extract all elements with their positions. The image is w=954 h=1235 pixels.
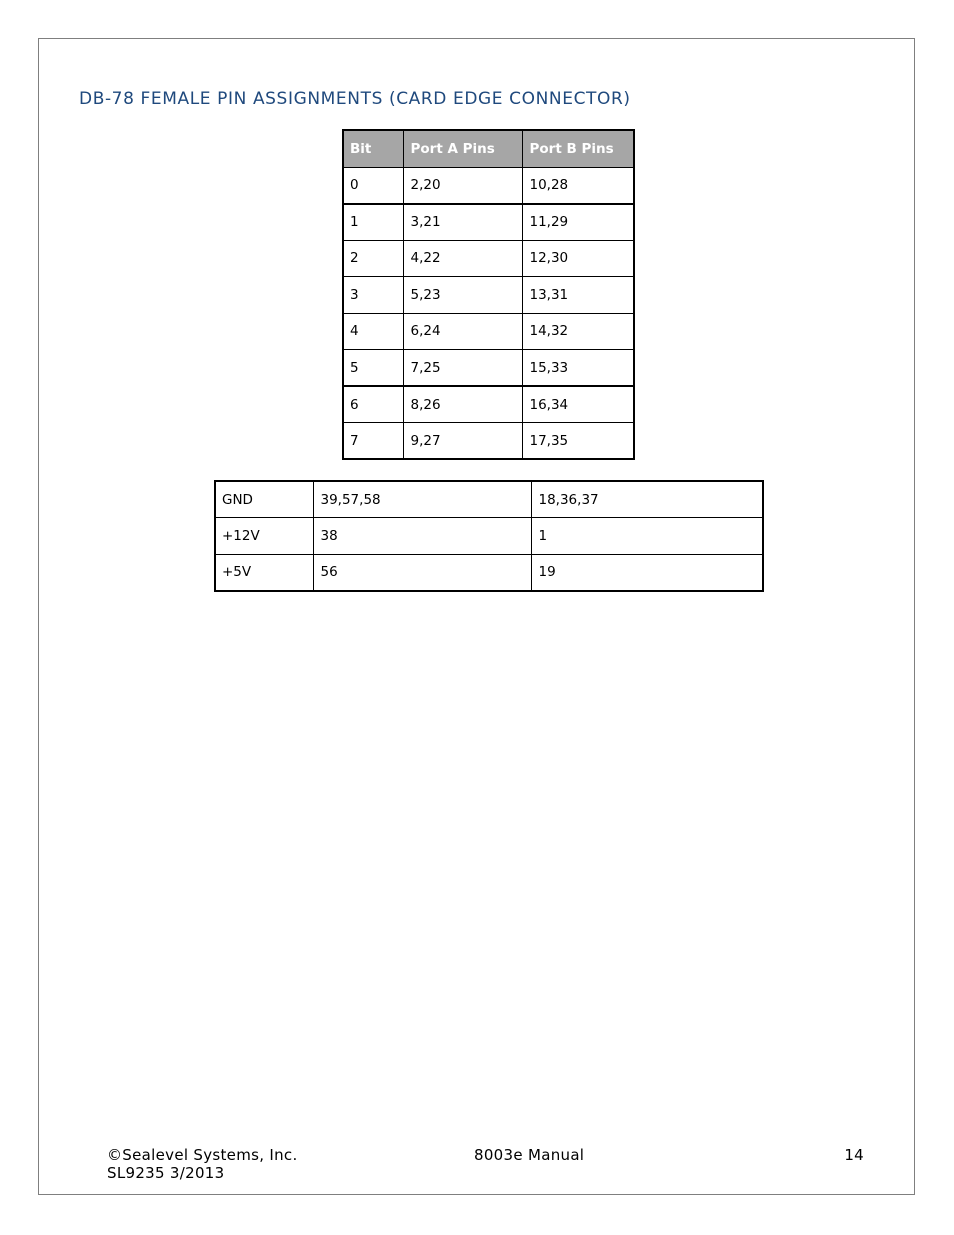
port-a-cell: 5,23 [403, 277, 522, 314]
pin-assignment-table [342, 129, 635, 460]
table-row [215, 554, 763, 591]
table-row [343, 167, 634, 204]
port-a-cell: 6,24 [403, 313, 522, 350]
port-b-cell: 14,32 [522, 313, 634, 350]
signal-cell: +5V [215, 554, 313, 591]
bit-cell: 2 [343, 240, 403, 277]
header-port-a-pins: Port A Pins [403, 130, 522, 167]
bit-cell: 6 [343, 386, 403, 423]
table-row [343, 204, 634, 241]
footer-copyright: ©Sealevel Systems, Inc. [107, 1146, 298, 1164]
port-a-cell: 38 [313, 518, 531, 555]
port-b-cell: 11,29 [522, 204, 634, 241]
header-bit: Bit [343, 130, 403, 167]
bit-cell: 1 [343, 204, 403, 241]
table-row [343, 240, 634, 277]
port-b-cell: 1 [531, 518, 763, 555]
table-row [215, 518, 763, 555]
header-port-b-pins: Port B Pins [522, 130, 634, 167]
port-a-cell: 39,57,58 [313, 481, 531, 518]
port-b-cell: 18,36,37 [531, 481, 763, 518]
bit-cell: 3 [343, 277, 403, 314]
table-row [343, 423, 634, 460]
table-row [343, 350, 634, 387]
port-a-cell: 9,27 [403, 423, 522, 460]
table-row [343, 277, 634, 314]
footer-page-number: 14 [844, 1146, 864, 1164]
footer-left [107, 1146, 298, 1182]
port-b-cell: 13,31 [522, 277, 634, 314]
port-b-cell: 16,34 [522, 386, 634, 423]
port-b-cell: 10,28 [522, 167, 634, 204]
bit-cell: 5 [343, 350, 403, 387]
port-a-cell: 56 [313, 554, 531, 591]
bit-cell: 4 [343, 313, 403, 350]
port-b-cell: 17,35 [522, 423, 634, 460]
table-row [343, 313, 634, 350]
port-a-cell: 3,21 [403, 204, 522, 241]
port-a-cell: 4,22 [403, 240, 522, 277]
port-b-cell: 12,30 [522, 240, 634, 277]
port-a-cell: 8,26 [403, 386, 522, 423]
port-a-cell: 2,20 [403, 167, 522, 204]
table-row [215, 481, 763, 518]
power-pin-table [214, 480, 764, 592]
signal-cell: GND [215, 481, 313, 518]
table-header-row [343, 130, 634, 167]
bit-cell: 7 [343, 423, 403, 460]
port-b-cell: 15,33 [522, 350, 634, 387]
table-row [343, 386, 634, 423]
bit-cell: 0 [343, 167, 403, 204]
port-b-cell: 19 [531, 554, 763, 591]
footer-manual-title: 8003e Manual [474, 1146, 585, 1164]
footer-doc-id: SL9235 3/2013 [107, 1164, 225, 1182]
section-title: DB-78 FEMALE PIN ASSIGNMENTS (CARD EDGE CONNECTOR) [79, 89, 631, 109]
port-a-cell: 7,25 [403, 350, 522, 387]
signal-cell: +12V [215, 518, 313, 555]
